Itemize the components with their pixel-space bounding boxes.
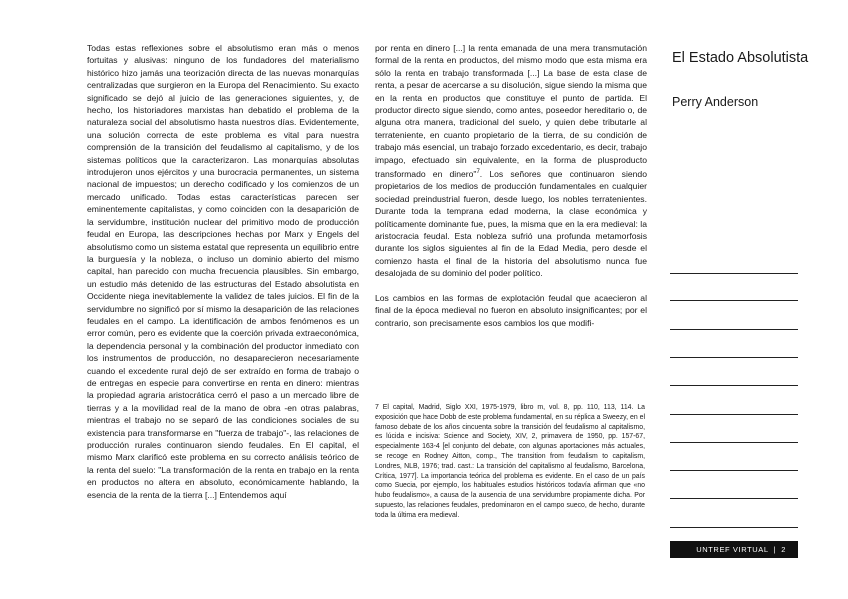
- body-column-right: [375, 42, 647, 329]
- sidebar-divider: [670, 442, 798, 443]
- footnote-reference[interactable]: 7: [476, 169, 480, 176]
- sidebar-divider: [670, 273, 798, 274]
- paragraph: Los cambios en las formas de explotación feudal que acaecieron al final de la época medieval no fueron en absoluto insignificantes; por el contrario, son precisamente esos cambios los que modifi-: [375, 292, 647, 328]
- sidebar-divider: [670, 357, 798, 358]
- sidebar-divider: [670, 470, 798, 471]
- page-number: 2: [781, 545, 786, 554]
- page-footer: [670, 541, 798, 558]
- sidebar-divider: [670, 498, 798, 499]
- sidebar-divider: [670, 414, 798, 415]
- sidebar-divider: [670, 527, 798, 528]
- sidebar-divider: [670, 300, 798, 301]
- sidebar-divider: [670, 329, 798, 330]
- book-author: Perry Anderson: [672, 95, 759, 109]
- book-title: El Estado Absolutista: [672, 50, 809, 66]
- paragraph-text: por renta en dinero [...] la renta emanada de una mera transmutación formal de la renta en productos, del mismo modo que esta misma era sólo la renta en trabajo transformada [...] La base de esta clase de renta, a pesar de acercarse a su disolución, sigue siendo la misma que en la renta en productos que constituye el punto de partida. El productor directo sigue siendo, como antes, poseedor hereditario o, de alguna otra manera, tradicional del suelo, y quien debe tributarle al terrateniente, en cuanto propietario de la tierra, de su condición de trabajo más esencial, un trabajo forzado excedentario, es decir, trabajo impago, efectuado sin equivalente, en la forma de plusproducto transformado en dinero": [375, 43, 647, 179]
- paragraph: Todas estas reflexiones sobre el absolutismo eran más o menos fortuitas y alusivas: ninguno de los fundadores del materialismo histórico hizo jamás una teorización directa de las nuevas monarquías centralizadas que surgieron en la Europa del Renacimiento. Su exacto significado se dejó al juicio de las generaciones siguientes, y, de hecho, los historiadores marxistas han debatido el problema de la naturaleza social del absolutismo hasta nuestros días. Evidentemente, una solución correcta de este problema es vital para nuestra comprensión de la transición del feudalismo al capitalismo, y de los sistemas políticos que la caracterizaron. Las monarquías absolutas introdujeron unos ejércitos y una burocracia permanentes, un sistema nacional de impuestos; un derecho codificado y los comienzos de un mercado unificado. Todas estas características parecen ser eminentemente capitalistas, y como coinciden con la desaparición de la servidumbre, institución nuclear del primitivo modo de producción feudal en Europa, las descripciones hechas por Marx y Engels del absolutismo como un sistema estatal que representa un equilibrio entre la burguesía y la nobleza, o incluso un dominio abierto del mismo capital, han parecido con mucha frecuencia plausibles. Sin embargo, un estudio más detenido de las estructuras del Estado absolutista en Occidente niega inevitablemente la validez de tales juicios. El fin de la servidumbre no significó por sí mismo la desaparición de las relaciones feudales en el campo. La identificación de ambos fenómenos es un error común, pero es evidente que la coerción privada extraeconómica, la dependencia personal y la combinación del productor inmediato con los instrumentos de producción, no desaparecieron necesariamente cuando el excedente rural dejó de ser extraído en forma de trabajo o de entregas en especie para convertirse en renta en dinero: mientras la propiedad agraria aristocrática cerró el paso a un mercado libre de tierras y a la movilidad real de la mano de obra -en otras palabras, mientras el trabajo no se separó de las condiciones sociales de su existencia para transformarse en "fuerza de trabajo"-, las relaciones de producción rurales continuaron siendo feudales. En El capital, el mismo Marx clarificó este problema en su correcto análisis teórico de la renta del suelo: "La transformación de la renta en trabajo en la renta en productos no altera en absoluto, económicamente hablando, la esencia de la renta de la tierra [...] Entendemos aquí: [87, 43, 359, 500]
- paragraph: [375, 42, 647, 280]
- paragraph-text-continued: . Los señores que continuaron siendo propietarios de los medios de producción fundamentales en cualquier sociedad preindustrial fueron, desde luego, los nobles terratenientes. Durante toda la temprana edad moderna, la clase económica y políticamente dominante fue, pues, la misma que en la era medieval: la aristocracia feudal. Esta nobleza sufrió una profunda metamorfosis durante los siglos siguientes al fin de la Edad Media, pero desde el comienzo hasta el final de la historia del absolutismo nunca fue desalojada de su dominio del poder político.: [375, 168, 647, 279]
- sidebar-divider: [670, 385, 798, 386]
- footer-separator: |: [773, 545, 777, 554]
- body-column-left: [87, 42, 359, 501]
- footnote: 7 El capital, Madrid, Siglo XXI, 1975-1979, libro m, vol. 8, pp. 110, 113, 114. La exposición que hace Dobb de este problema fundamental, en su réplica a Sweezy, en el famoso debate de los años cincuenta sobre la transición del feudalismo al capitalismo, es lúcida e incisiva: Science and Society, XIV, 2, primavera de 1950, pp. 157-67, especialmente 163-4 [el conjunto del debate, con algunas aportaciones más actuales, se recoge en Rodney Aitton, comp., The transition from feudalism to capitalism, Londres, NLB, 1976; trad. cast.: La transición del capitalismo al feudalismo, Barcelona, Crítica, 1977]. La importancia teórica del problema es evidente. En el caso de un país como Suecia, por ejemplo, los habituales estudios históricos todavía afirman que «no hubo feudalismo», a causa de la ausencia de una servidumbre propiamente dicha. Por supuesto, las relaciones feudales, predominaron en el campo sueco, de hecho, durante toda la última era medieval.: [375, 404, 645, 519]
- publisher-label: UNTREF VIRTUAL: [696, 545, 769, 554]
